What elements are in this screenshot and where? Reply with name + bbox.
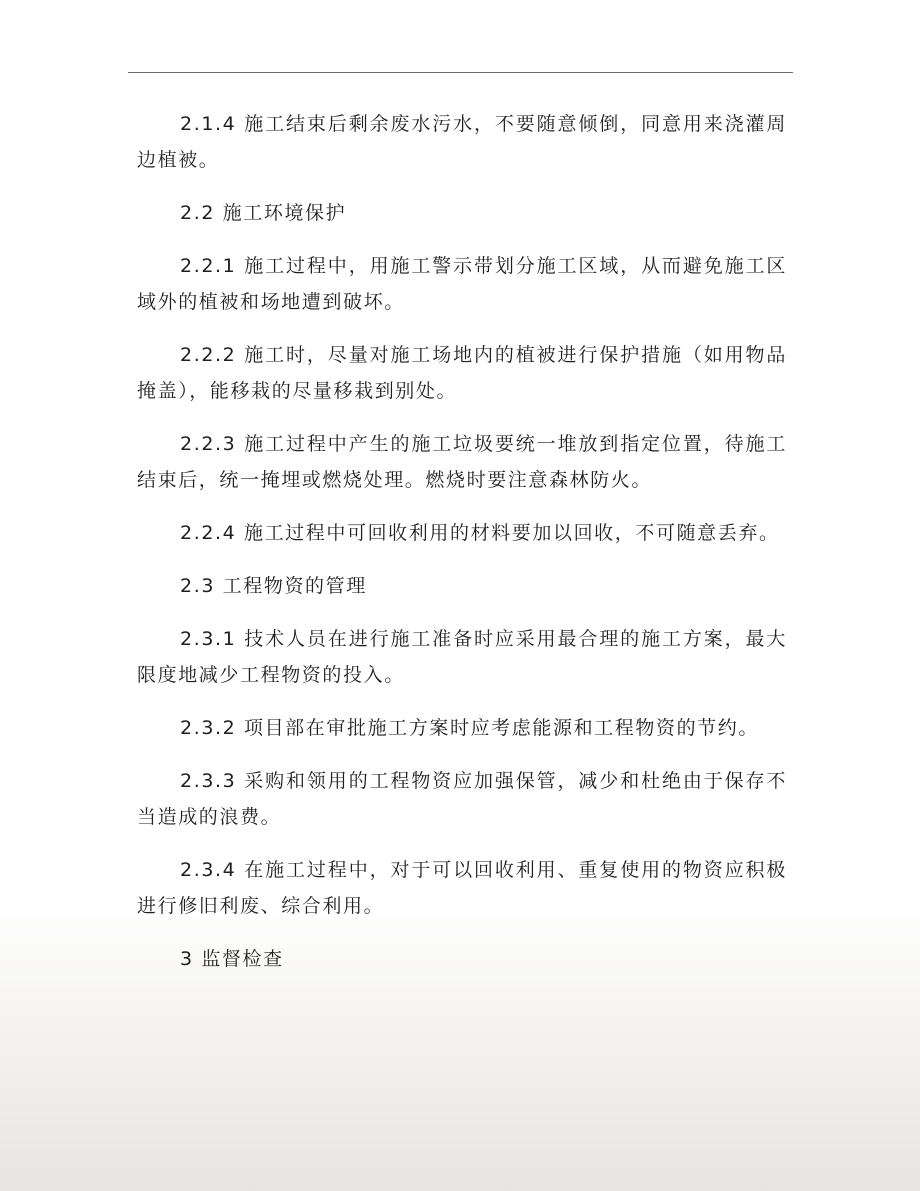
section-heading-2-3: 2.3 工程物资的管理 [180,575,367,597]
paragraph-2-3-3: 2.3.3 采购和领用的工程物资应加强保管，减少和杜绝由于保存不当造成的浪费。 [137,770,787,828]
paragraph-2-3-4: 2.3.4 在施工过程中，对于可以回收利用、重复使用的物资应积极进行修旧利废、综合利用。 [137,859,787,917]
paragraph-2-2-3: 2.2.3 施工过程中产生的施工垃圾要统一堆放到指定位置，待施工结束后，统一掩埋或燃烧处理。燃烧时要注意森林防火。 [137,433,787,491]
paragraph-2-2-4: 2.2.4 施工过程中可回收利用的材料要加以回收，不可随意丢弃。 [180,522,780,544]
document-body [137,106,787,994]
paragraph-2-2-1: 2.2.1 施工过程中，用施工警示带划分施工区域，从而避免施工区域外的植被和场地遭到破坏。 [137,255,787,313]
header-rule [128,72,793,73]
paragraph-2-3-2: 2.3.2 项目部在审批施工方案时应考虑能源和工程物资的节约。 [180,717,759,739]
paragraph-2-2-2: 2.2.2 施工时，尽量对施工场地内的植被进行保护措施（如用物品掩盖），能移栽的尽量移栽到别处。 [137,344,787,402]
section-heading-3: 3 监督检查 [180,948,284,970]
section-heading-2-2: 2.2 施工环境保护 [180,202,347,224]
paragraph-2-3-1: 2.3.1 技术人员在进行施工准备时应采用最合理的施工方案，最大限度地减少工程物资的投入。 [137,628,787,686]
paragraph-2-1-4: 2.1.4 施工结束后剩余废水污水，不要随意倾倒，同意用来浇灌周边植被。 [137,113,787,171]
